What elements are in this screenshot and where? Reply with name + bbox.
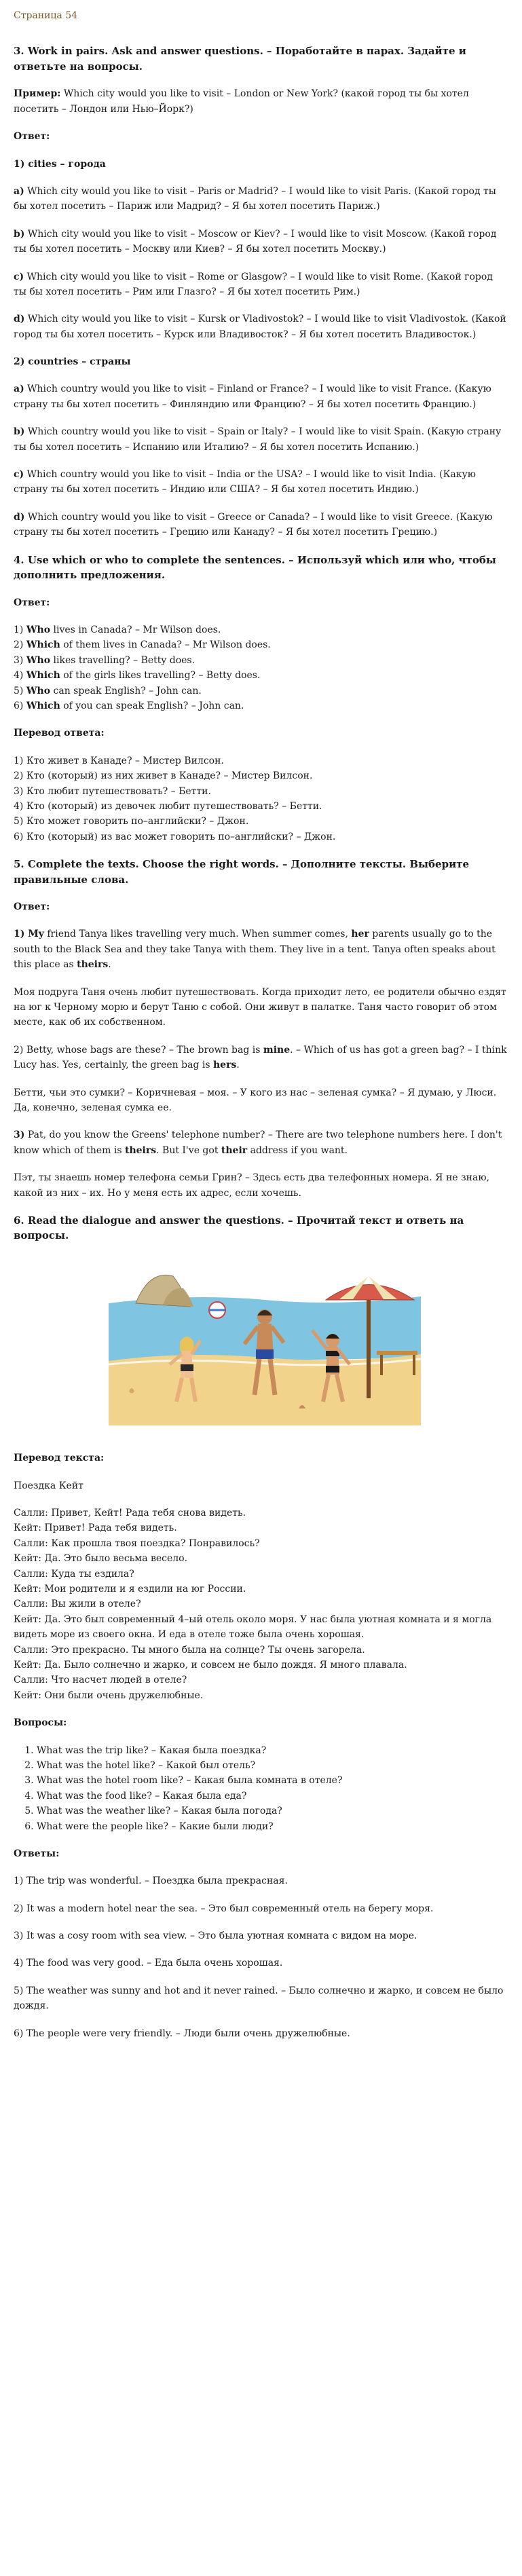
ex5-text-2: 2) Betty, whose bags are these? – The brown bag is mine. – Which of us has got a green bag? – I think Lucy has. Yes, certainly, the green bag is hers. xyxy=(14,1044,507,1071)
list-item: 6. What were the people like? – Какие были люди? xyxy=(37,1819,508,1834)
list-item: 4. What was the food like? – Какая была еда? xyxy=(37,1789,508,1804)
ex6-questions xyxy=(14,1743,508,1834)
list-item: 4) Кто (который) из девочек любит путешествовать? – Бетти. xyxy=(14,800,322,812)
list-item: 4) Which of the girls likes travelling? – Betty does. xyxy=(14,670,261,682)
list-item: 6) Which of you can speak English? – John can. xyxy=(14,700,244,711)
ex5-text-1-translation: Моя подруга Таня очень любит путешествовать. Когда приходит лето, ее родители обычно ездят на юг к Черному морю и берут Таню с собой. Они живут в палатке. Таня часто говорит об этом месте, как об их собственном. xyxy=(14,986,506,1028)
ex5-text-3-translation: Пэт, ты знаешь номер телефона семьи Грин? – Здесь есть два телефонных номера. Я не знаю, какой из них – их. Но у меня есть их адрес, если хочешь. xyxy=(14,1172,489,1199)
ex3-countries-d: d) Which country would you like to visit – Greece or Canada? – I would like to visit Greece. (Какую страну ты бы хотел посетить – Грецию или Канаду? – Я бы хотел посетить Грецию.) xyxy=(14,511,493,538)
dialogue-line: Кейт: Да. Это был современный 4–ый отель около моря. У нас была уютная комната и я могла видеть море из своего окна. И еда в отеле тоже была очень хорошая. xyxy=(14,1613,492,1641)
dialogue-line: Кейт: Мои родители и я ездили на юг России. xyxy=(14,1584,246,1595)
ex3-countries-a: a) Which country would you like to visit – Finland or France? – I would like to visit France. (Какую страну ты бы хотел посетить – Финляндию или Францию? – Я бы хотел посетить Францию.) xyxy=(14,384,491,410)
ex6-title: 6. Read the dialogue and answer the questions. – Прочитай текст и ответь на вопросы. xyxy=(14,1214,464,1242)
ex6-answer: 3) It was a cosy room with sea view. – Это была уютная комната с видом на море. xyxy=(14,1930,417,1942)
ex3-countries-b: b) Which country would you like to visit – Spain or Italy? – I would like to visit Spain. (Какую страну ты бы хотел посетить – Испанию или Италию? – Я бы хотел посетить Испанию.) xyxy=(14,426,502,453)
ex3-title: 3. Work in pairs. Ask and answer questions. – Поработайте в парах. Задайте и ответьте на вопросы. xyxy=(14,45,466,73)
beach-illustration xyxy=(109,1256,421,1425)
dialogue-line: Кейт: Да. Это было весьма весело. xyxy=(14,1553,188,1565)
list-item: 3) Кто любит путешествовать? – Бетти. xyxy=(14,785,211,797)
dialogue-line: Салли: Как прошла твоя поездка? Понравилось? xyxy=(14,1537,260,1549)
ex3-cities-d: d) Which city would you like to visit – Kursk or Vladivostok? – I would like to visit Vladivostok. (Какой город ты бы хотел посетить – Курск или Владивосток? – Я бы хотел посетить Владивосток.) xyxy=(14,314,506,340)
list-item: 1) Кто живет в Канаде? – Мистер Вилсон. xyxy=(14,755,224,766)
ex5-answer-label: Ответ: xyxy=(14,901,50,913)
ex4-translation xyxy=(14,753,508,844)
dialogue-line: Кейт: Привет! Рада тебя видеть. xyxy=(14,1523,177,1534)
ex6-answer: 6) The people were very friendly. – Люди были очень дружелюбные. xyxy=(14,2028,350,2039)
list-item: 2) Which of them lives in Canada? – Mr Wilson does. xyxy=(14,639,271,651)
ex6-answers-label: Ответы: xyxy=(14,1848,60,1859)
ex3-countries-label: 2) countries – страны xyxy=(14,356,131,368)
list-item: 5. What was the weather like? – Какая была погода? xyxy=(37,1804,508,1818)
dialogue-line: Салли: Вы жили в отеле? xyxy=(14,1599,141,1610)
ex6-questions-label: Вопросы: xyxy=(14,1717,67,1729)
dialogue-line: Кейт: Да. Было солнечно и жарко, и совсем не было дождя. Я много плавала. xyxy=(14,1660,407,1670)
ex6-translation-label: Перевод текста: xyxy=(14,1453,105,1464)
ex3-answer-label: Ответ: xyxy=(14,131,50,143)
ex6-answer: 2) It was a modern hotel near the sea. – Это был современный отель на берегу моря. xyxy=(14,1903,434,1914)
ex3-cities-b: b) Which city would you like to visit – Moscow or Kiev? – I would like to visit Moscow. (Какой город ты бы хотел посетить – Москву или Киев? – Я бы хотел посетить Москву.) xyxy=(14,228,497,255)
list-item: 2. What was the hotel like? – Какой был отель? xyxy=(37,1758,508,1773)
list-item: 3) Who likes travelling? – Betty does. xyxy=(14,654,195,666)
list-item: 1) Who lives in Canada? – Mr Wilson does. xyxy=(14,624,221,635)
ex6-answer: 1) The trip was wonderful. – Поездка была прекрасная. xyxy=(14,1875,288,1887)
ex5-text-1: 1) My friend Tanya likes travelling very much. When summer comes, her parents usually go to the south to the Black Sea and they take Tanya with them. They live in a tent. Tanya often speaks about this place as theirs. xyxy=(14,929,496,971)
ex5-text-3: 3) Pat, do you know the Greens' telephone number? – There are two telephone numbers here. I don't know which of them is theirs. But I've got their address if you want. xyxy=(14,1130,502,1156)
ex4-answer-label: Ответ: xyxy=(14,597,50,608)
ex3-cities-label: 1) cities – города xyxy=(14,158,106,170)
dialogue-line: Салли: Что насчет людей в отеле? xyxy=(14,1675,187,1686)
ex3-cities-c: c) Which city would you like to visit – Rome or Glasgow? – I would like to visit Rome. (Какой город ты бы хотел посетить – Рим или Глазго? – Я бы хотел посетить Рим.) xyxy=(14,271,493,297)
ex6-answer: 4) The food was very good. – Еда была очень хорошая. xyxy=(14,1958,283,1969)
dialogue-line: Салли: Это прекрасно. Ты много была на солнце? Ты очень загорела. xyxy=(14,1644,365,1656)
ex3-cities-a: a) Which city would you like to visit – Paris or Madrid? – I would like to visit Paris. (Какой город ты бы хотел посетить – Париж или Мадрид? – Я бы хотел посетить Париж.) xyxy=(14,185,496,212)
ex5-text-2-translation: Бетти, чьи это сумки? – Коричневая – моя. – У кого из нас – зеленая сумка? – Я думаю, у Люси. Да, конечно, зеленая сумка ее. xyxy=(14,1087,497,1113)
ex6-answer: 5) The weather was sunny and hot and it never rained. – Было солнечно и жарко, и совсем не было дождя. xyxy=(14,1985,504,2012)
ex6-dialogue xyxy=(14,1506,508,1703)
ex3-countries-c: c) Which country would you like to visit – India or the USA? – I would like to visit India. (Какую страну ты бы хотел посетить – Индию или США? – Я бы хотел посетить Индию.) xyxy=(14,469,476,496)
list-item: 5) Who can speak English? – John can. xyxy=(14,685,202,696)
ex4-title: 4. Use which or who to complete the sentences. – Используй which или who, чтобы дополнить предложения. xyxy=(14,553,496,582)
list-item: 1. What was the trip like? – Какая была поездка? xyxy=(37,1743,508,1758)
ex6-story-title: Поездка Кейт xyxy=(14,1480,83,1491)
list-item: 6) Кто (который) из вас может говорить по–английски? – Джон. xyxy=(14,831,336,842)
ex3-example: Пример: Which city would you like to visit – London or New York? (какой город ты бы хотел посетить – Лондон или Нью–Йорк?) xyxy=(14,88,469,115)
ex5-title: 5. Complete the texts. Choose the right words. – Дополните тексты. Выберите правильные слова. xyxy=(14,858,470,886)
dialogue-line: Салли: Куда ты ездила? xyxy=(14,1568,134,1580)
list-item: 2) Кто (который) из них живет в Канаде? – Мистер Вилсон. xyxy=(14,770,313,782)
dialogue-line: Салли: Привет, Кейт! Рада тебя снова видеть. xyxy=(14,1508,246,1519)
dialogue-line: Кейт: Они были очень дружелюбные. xyxy=(14,1690,204,1701)
ex4-translation-label: Перевод ответа: xyxy=(14,728,105,739)
list-item: 5) Кто может говорить по–английски? – Джон. xyxy=(14,816,249,827)
list-item: 3. What was the hotel room like? – Какая была комната в отеле? xyxy=(37,1773,508,1788)
ex4-answers xyxy=(14,622,508,713)
page-link[interactable]: Страница 54 xyxy=(14,10,78,21)
